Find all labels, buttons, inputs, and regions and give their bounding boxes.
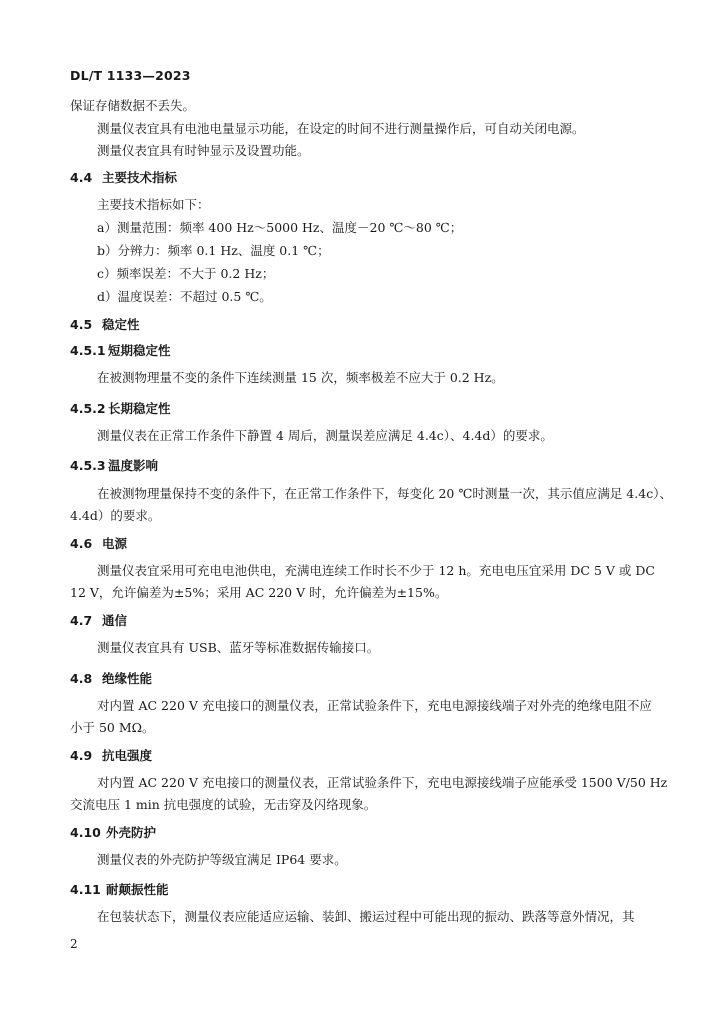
paragraph-line: 4.4d）的要求。 [70, 508, 161, 523]
section-heading-4-10 [70, 825, 156, 841]
paragraph-line: 小于 50 MΩ。 [70, 720, 155, 735]
paragraph-line: 主要技术指标如下： [97, 197, 210, 212]
list-item: d）温度误差：不超过 0.5 ℃。 [97, 289, 272, 304]
section-number: 4.8 [70, 671, 93, 686]
section-title: 耐颠振性能 [106, 882, 169, 897]
list-item: c）频率误差：不大于 0.2 Hz； [97, 266, 275, 281]
paragraph-line: 保证存储数据不丢失。 [70, 98, 196, 113]
page-number: 2 [70, 937, 78, 951]
standard-code-header: DL/T 1133—2023 [70, 68, 191, 83]
section-title: 电源 [102, 536, 128, 551]
paragraph-line: 在被测物理量保持不变的条件下，在正常工作条件下，每变化 20 ℃时测量一次，其示值应满足 4.4c）、 [97, 486, 672, 501]
section-heading-4-5-1 [70, 343, 171, 359]
paragraph-line: 在包装状态下，测量仪表应能适应运输、装卸、搬运过程中可能出现的振动、跌落等意外情况，其 [97, 909, 635, 924]
section-heading-4-9 [70, 748, 152, 764]
section-number: 4.7 [70, 613, 93, 628]
section-heading-4-11 [70, 882, 169, 898]
section-number: 4.5 [70, 317, 93, 332]
paragraph-line: 在被测物理量不变的条件下连续测量 15 次，频率极差不应大于 0.2 Hz。 [97, 370, 504, 385]
section-number: 4.10 [70, 825, 101, 840]
section-title: 稳定性 [102, 317, 140, 332]
paragraph-line: 对内置 AC 220 V 充电接口的测量仪表，正常试验条件下，充电电源接线端子对外壳的绝缘电阻不应 [97, 698, 652, 713]
section-number: 4.4 [70, 170, 93, 185]
section-title: 短期稳定性 [108, 343, 171, 358]
paragraph-line: 测量仪表宜具有时钟显示及设置功能。 [97, 143, 310, 158]
paragraph-line: 测量仪表宜具有 USB、蓝牙等标准数据传输接口。 [97, 640, 380, 655]
section-title: 绝缘性能 [102, 671, 153, 686]
section-title: 外壳防护 [106, 825, 157, 840]
section-number: 4.6 [70, 536, 93, 551]
paragraph-line: 对内置 AC 220 V 充电接口的测量仪表，正常试验条件下，充电电源接线端子应能承受 1500 V/50 Hz [97, 775, 668, 790]
section-heading-4-5 [70, 317, 140, 333]
section-number: 4.9 [70, 748, 93, 763]
section-title: 抗电强度 [102, 748, 153, 763]
paragraph-line: 测量仪表宜具有电池电量显示功能，在设定的时间不进行测量操作后，可自动关闭电源。 [97, 121, 585, 136]
section-number: 4.11 [70, 882, 101, 897]
list-item: a）测量范围：频率 400 Hz～5000 Hz、温度－20 ℃～80 ℃； [97, 220, 463, 235]
section-heading-4-4 [70, 170, 177, 186]
section-title: 通信 [102, 613, 128, 628]
section-heading-4-8 [70, 671, 152, 687]
paragraph-line: 测量仪表宜采用可充电电池供电，充满电连续工作时长不少于 12 h。充电电压宜采用 DC 5 V 或 DC [97, 563, 655, 578]
section-heading-4-6 [70, 536, 127, 552]
paragraph-line: 测量仪表的外壳防护等级宜满足 IP64 要求。 [97, 852, 347, 867]
paragraph-line: 交流电压 1 min 抗电强度的试验，无击穿及闪络现象。 [70, 797, 377, 812]
section-title: 主要技术指标 [102, 170, 178, 185]
section-title: 温度影响 [108, 458, 159, 473]
section-heading-4-5-2 [70, 401, 171, 417]
section-number: 4.5.2 [70, 401, 106, 416]
paragraph-line: 12 V，允许偏差为±5%；采用 AC 220 V 时，允许偏差为±15%。 [70, 585, 448, 600]
section-title: 长期稳定性 [108, 401, 171, 416]
paragraph-line: 测量仪表在正常工作条件下静置 4 周后，测量误差应满足 4.4c）、4.4d）的要求。 [97, 428, 553, 443]
section-heading-4-7 [70, 613, 127, 629]
list-item: b）分辨力：频率 0.1 Hz、温度 0.1 ℃； [97, 243, 330, 258]
section-heading-4-5-3 [70, 458, 158, 474]
section-number: 4.5.3 [70, 458, 106, 473]
section-number: 4.5.1 [70, 343, 106, 358]
